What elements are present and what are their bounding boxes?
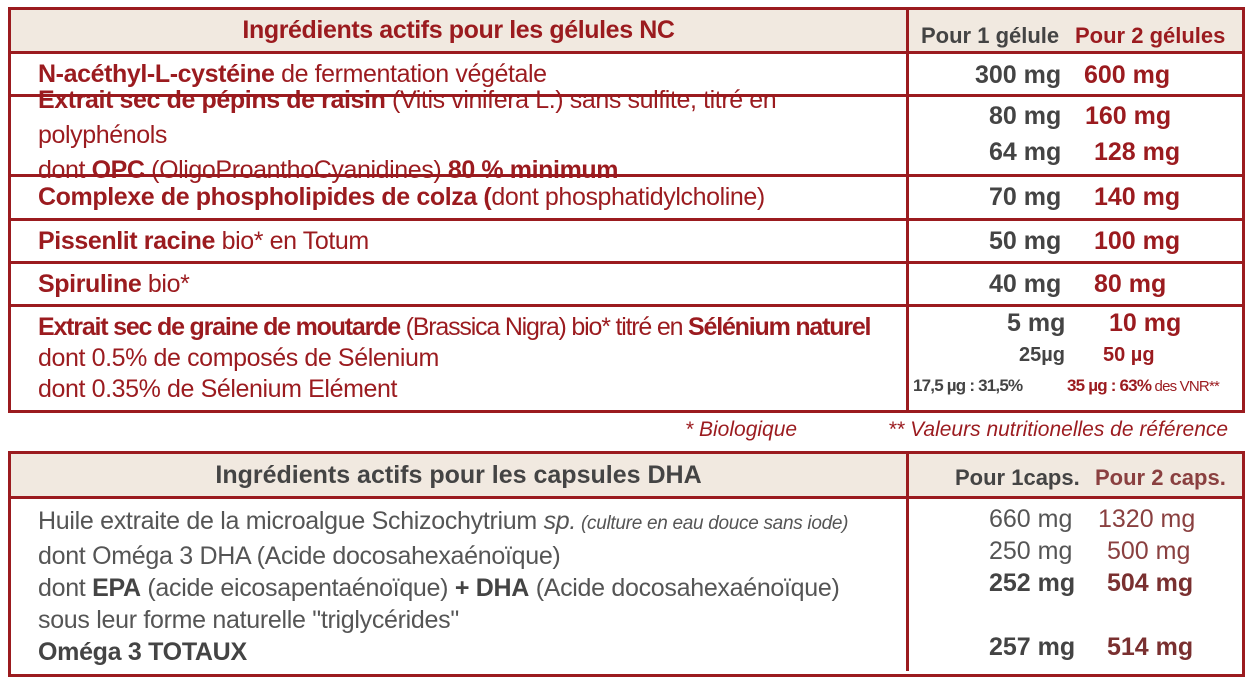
ingredient-titre: Sélénium naturel — [688, 313, 871, 341]
value-2: 500 mg — [1107, 537, 1191, 565]
value-2: 1320 mg — [1098, 505, 1196, 533]
value-2: 600 mg — [1084, 61, 1171, 89]
ingredient-cell — [11, 177, 909, 218]
value-2: 100 mg — [1094, 227, 1181, 255]
ingredient-desc: (Vitis vinifera L.) sans sulfite, titré en polyphénols — [38, 86, 777, 149]
value-2: 140 mg — [1094, 183, 1181, 211]
ingredient-cell — [11, 221, 909, 261]
values-cell — [909, 54, 1242, 94]
note-vnr: ** Valeurs nutritionelles de référence — [888, 418, 1229, 441]
col-header-1: Pour 1 gélule — [921, 23, 1060, 48]
table-title — [11, 10, 909, 51]
values-cell — [909, 97, 1242, 174]
ingredient-line-1: Huile extraite de la microalgue Schizochytrium — [38, 507, 544, 535]
ingredient-name: Spiruline — [38, 269, 142, 298]
table-row — [11, 221, 1242, 264]
note-biologique: * Biologique — [685, 418, 798, 441]
ingredient-desc: bio* en Totum — [215, 226, 369, 255]
ingredient-sub-prefix: dont — [38, 156, 92, 184]
table-capsules-dha — [8, 451, 1245, 677]
value-2c — [1067, 376, 1219, 396]
table-row — [11, 307, 1242, 410]
value-1: 257 mg — [989, 633, 1076, 661]
ingredient-dha: + DHA — [454, 574, 530, 602]
value-1: 40 mg — [989, 270, 1062, 298]
header-values — [909, 10, 1242, 51]
ingredient-name: N-acéthyl-L-cystéine — [38, 59, 275, 88]
values-cell — [909, 307, 1242, 410]
ingredient-desc: de fermentation végétale — [274, 59, 547, 88]
ingredient-name: Pissenlit racine — [38, 226, 216, 255]
ingredient-desc: dont phosphatidylcholine) — [491, 183, 765, 211]
value-1: 70 mg — [989, 183, 1062, 211]
table-gelules-nc — [8, 7, 1245, 413]
ingredient-sub-titre: 80 % minimum — [447, 156, 619, 184]
table-title-text: Ingrédients actifs pour les gélules NC — [242, 16, 675, 44]
value-2: 160 mg — [1085, 102, 1172, 130]
table-header — [11, 454, 1242, 499]
ingredient-name: Complexe de phospholipides de colza ( — [38, 183, 492, 211]
col-header-1: Pour 1caps. — [955, 465, 1080, 490]
table-body — [11, 499, 1242, 671]
ingredient-species: sp. — [543, 507, 577, 535]
ingredient-line-3-prefix: dont — [38, 574, 93, 602]
value-1c: 17,5 µg : 31,5% — [913, 376, 1023, 395]
ingredient-name: Extrait sec de pépins de raisin — [38, 86, 386, 114]
value-1: 80 mg — [989, 102, 1062, 130]
ingredient-sub-2: dont 0.35% de Sélenium Elément — [38, 375, 398, 403]
ingredient-line-2: dont Oméga 3 DHA (Acide docosahexaénoïque) — [38, 542, 561, 570]
values-cell — [909, 177, 1242, 218]
values-cell — [909, 221, 1242, 261]
ingredient-cell — [11, 307, 909, 410]
ingredient-culture-note: (culture en eau douce sans iode) — [576, 513, 849, 534]
value-1: 252 mg — [989, 569, 1076, 597]
value-1b: 25µg — [1019, 344, 1065, 366]
ingredient-desc: (Brassica Nigra) bio* titré en — [399, 313, 689, 341]
value-1: 50 mg — [989, 227, 1062, 255]
ingredient-sub-1: dont 0.5% de composés de Sélenium — [38, 344, 439, 372]
value-1: 300 mg — [975, 61, 1062, 89]
table-title — [11, 454, 909, 496]
value-1: 5 mg — [1007, 309, 1066, 337]
table-row — [11, 264, 1242, 307]
ingredient-desc: bio* — [141, 269, 190, 298]
ingredient-epa-desc: (acide eicosapentaénoïque) — [140, 574, 455, 602]
value-2: 80 mg — [1094, 270, 1167, 298]
value-2b: 128 mg — [1094, 138, 1181, 166]
table-row — [11, 86, 1242, 184]
value-2: 514 mg — [1107, 633, 1194, 661]
ingredient-sub-name: OPC — [91, 156, 145, 184]
ingredient-name: Extrait sec de graine de moutarde — [38, 313, 400, 341]
table-title-text: Ingrédients actifs pour les capsules DHA — [215, 460, 702, 489]
ingredient-cell — [11, 499, 909, 671]
ingredient-cell — [11, 86, 909, 184]
value-2c-vnr: des VNR** — [1151, 378, 1220, 395]
value-2: 10 mg — [1109, 309, 1182, 337]
value-1b: 64 mg — [989, 138, 1062, 166]
ingredient-cell — [11, 264, 909, 304]
value-1: 660 mg — [989, 505, 1073, 533]
ingredient-dha-desc: (Acide docosahexaénoïque) — [529, 574, 840, 602]
col-header-2: Pour 2 gélules — [1075, 23, 1226, 48]
value-1: 250 mg — [989, 537, 1073, 565]
values-cell — [909, 264, 1242, 304]
values-cell — [909, 499, 1242, 671]
ingredient-line-4: sous leur forme naturelle "triglycérides" — [38, 606, 459, 634]
table-row — [11, 177, 1242, 221]
table-header — [11, 10, 1242, 54]
header-values — [909, 454, 1242, 496]
ingredient-sub-desc: (OligoProanthoCyanidines) — [144, 156, 448, 184]
value-2c-amount: 35 µg : 63% — [1067, 376, 1152, 395]
ingredient-epa: EPA — [92, 574, 141, 602]
col-header-2: Pour 2 caps. — [1095, 465, 1226, 490]
omega3-total-label: Oméga 3 TOTAUX — [38, 638, 247, 666]
value-2: 504 mg — [1107, 569, 1194, 597]
value-2b: 50 µg — [1103, 344, 1155, 366]
